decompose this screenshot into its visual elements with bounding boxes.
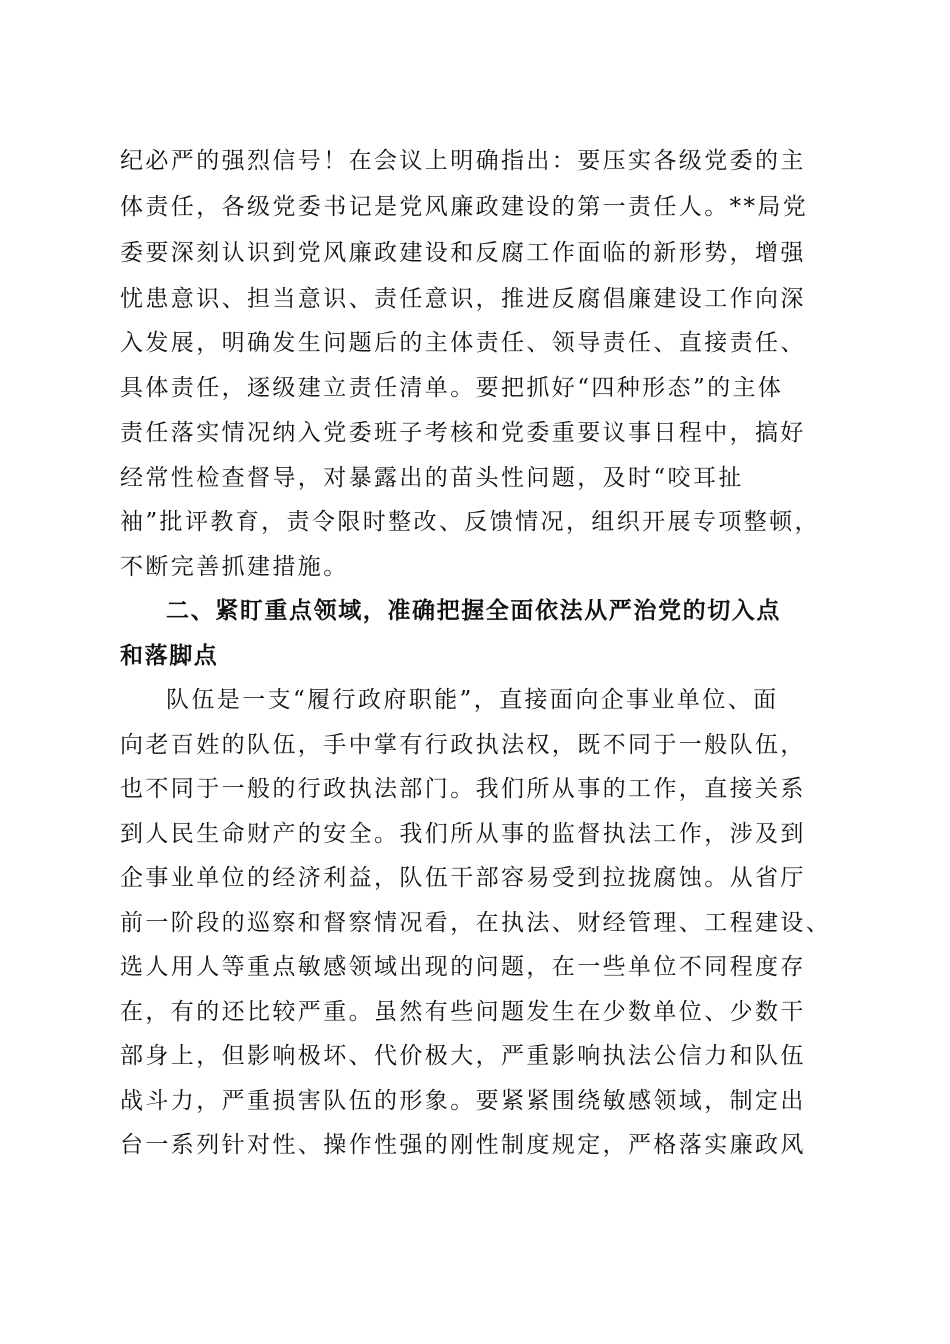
body-line: 入发展，明确发生问题后的主体责任、领导责任、直接责任、 [120, 330, 806, 356]
body-line: 体责任，各级党委书记是党风廉政建设的第一责任人。**局党 [120, 194, 809, 220]
body-line: 战斗力，严重损害队伍的形象。要紧紧围绕敏感领域，制定出 [120, 1088, 806, 1114]
body-line: 台一系列针对性、操作性强的刚性制度规定，严格落实廉政风 [120, 1132, 806, 1158]
body-line: 也不同于一般的行政执法部门。我们所从事的工作，直接关系 [120, 776, 806, 802]
body-line: 部身上，但影响极坏、代价极大，严重影响执法公信力和队伍 [120, 1043, 806, 1069]
body-line: 责任落实情况纳入党委班子考核和党委重要议事日程中，搞好 [120, 420, 806, 446]
body-line: 向老百姓的队伍，手中掌有行政执法权，既不同于一般队伍， [120, 732, 806, 758]
body-line: 前一阶段的巡察和督察情况看，在执法、财经管理、工程建设、 [120, 910, 832, 936]
body-line: 忧患意识、担当意识、责任意识，推进反腐倡廉建设工作向深 [120, 286, 806, 312]
section-heading-continued: 和落脚点 [120, 643, 219, 669]
body-line: 纪必严的强烈信号！在会议上明确指出：要压实各级党委的主 [120, 148, 806, 174]
body-line: 经常性检查督导，对暴露出的苗头性问题，及时“咬耳扯 [120, 465, 744, 491]
body-line: 在，有的还比较严重。虽然有些问题发生在少数单位、少数干 [120, 999, 806, 1025]
body-line: 队伍是一支“履行政府职能”，直接面向企事业单位、面 [166, 687, 779, 713]
body-line: 具体责任，逐级建立责任清单。要把抓好“四种形态”的主体 [120, 375, 784, 401]
body-line: 袖”批评教育，责令限时整改、反馈情况，组织开展专项整顿， [120, 509, 820, 535]
body-line: 委要深刻认识到党风廉政建设和反腐工作面临的新形势，增强 [120, 240, 806, 266]
body-line: 选人用人等重点敏感领域出现的问题，在一些单位不同程度存 [120, 954, 806, 980]
body-line: 企事业单位的经济利益，队伍干部容易受到拉拢腐蚀。从省厅 [120, 865, 806, 891]
body-line: 不断完善抓建措施。 [120, 554, 349, 580]
body-line: 到人民生命财产的安全。我们所从事的监督执法工作，涉及到 [120, 821, 806, 847]
section-heading: 二、紧盯重点领域，准确把握全面依法从严治党的切入点 [166, 598, 781, 624]
